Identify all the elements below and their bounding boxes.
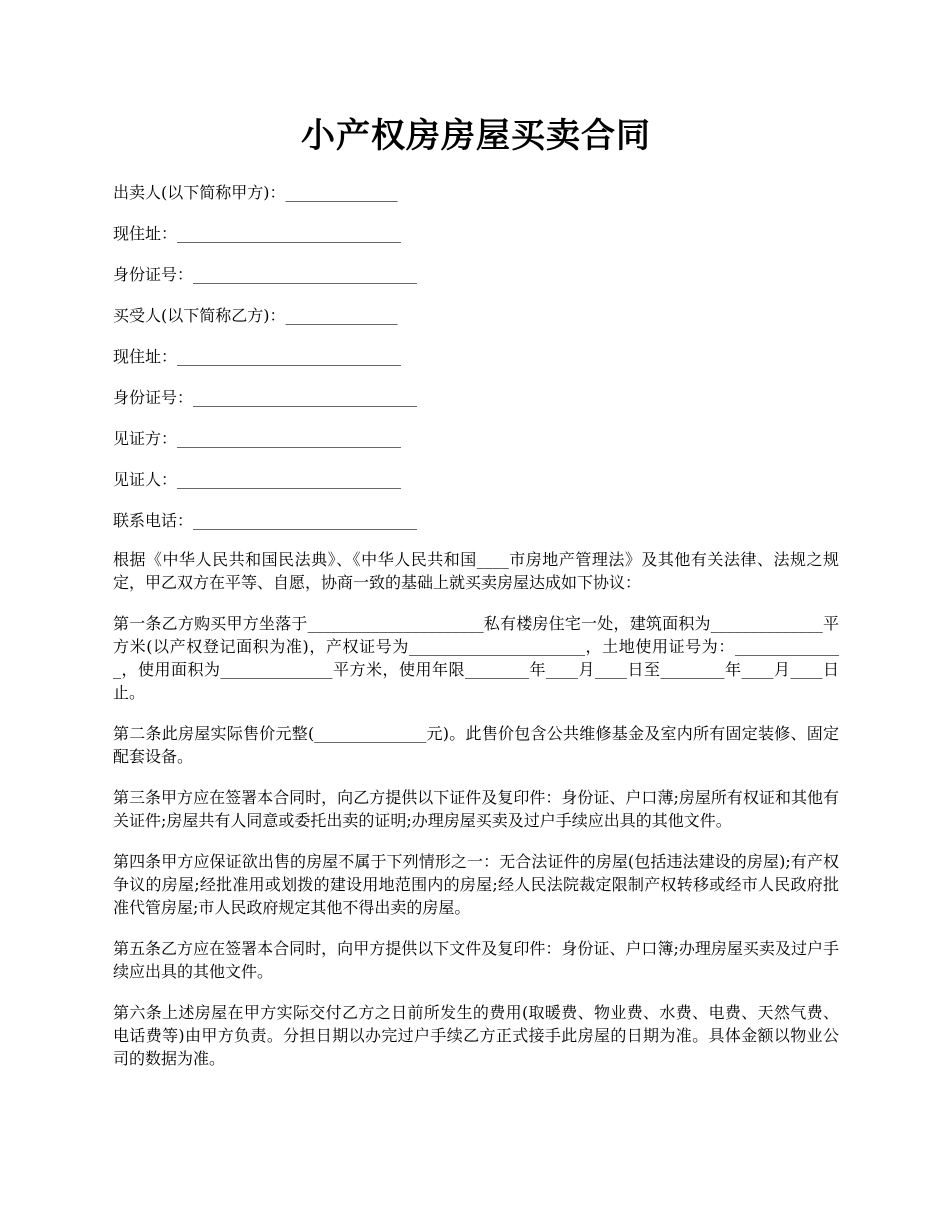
clause-3: 第三条甲方应在签署本合同时，向乙方提供以下证件及复印件：身份证、户口薄;房屋所有权证和其他有关证件;房屋共有人同意或委托出卖的证明;办理房屋买卖及过户手续应出具的其他文件。 (113, 788, 839, 830)
clause-1: 第一条乙方购买甲方坐落于______________________私有楼房住宅一处，建筑面积为______________平方米(以产权登记面积为准)，产权证号为______________________，土地使用证号为：______________，使用面积为______________平方米，使用年限________年____月____日至________年____月____日止。 (113, 614, 839, 702)
field-label: 出卖人(以下简称甲方)： (113, 183, 286, 202)
field-label: 现住址： (113, 224, 178, 243)
field-blank: ____________________________ (193, 388, 418, 407)
document-title: 小产权房房屋买卖合同 (301, 116, 651, 156)
field-label: 身份证号： (113, 388, 194, 407)
preamble-paragraph: 根据《中华人民共和国民法典》、《中华人民共和国____市房地产管理法》及其他有关法律、法规之规定，甲乙双方在平等、自愿，协商一致的基础上就买卖房屋达成如下协议： (113, 550, 839, 592)
field-label: 买受人(以下简称乙方)： (113, 306, 286, 325)
seller-id-field (113, 262, 839, 288)
field-blank: ______________ (285, 183, 398, 202)
seller-address-field (113, 221, 839, 247)
field-label: 联系电话： (113, 511, 194, 530)
field-blank: ____________________________ (193, 511, 418, 530)
seller-field (113, 180, 839, 206)
field-label: 现住址： (113, 347, 178, 366)
clause-5: 第五条乙方应在签署本合同时，向甲方提供以下文件及复印件：身份证、户口簿;办理房屋买卖及过户手续应出具的其他文件。 (113, 939, 839, 981)
witness-party-field (113, 426, 839, 452)
field-label: 身份证号： (113, 265, 194, 284)
witness-person-field (113, 467, 839, 493)
field-blank: ______________ (285, 306, 398, 325)
party-info-fields (113, 180, 839, 549)
field-blank: ____________________________ (177, 470, 402, 489)
field-blank: ____________________________ (177, 347, 402, 366)
clause-4: 第四条甲方应保证欲出售的房屋不属于下列情形之一：无合法证件的房屋(包括违法建设的房屋);有产权争议的房屋;经批准用或划拨的建设用地范围内的房屋;经人民法院裁定限制产权转移或经市人民政府批准代管房屋;市人民政府规定其他不得出卖的房屋。 (113, 852, 839, 917)
field-label: 见证人： (113, 470, 178, 489)
buyer-field (113, 303, 839, 329)
field-blank: ____________________________ (193, 265, 418, 284)
clause-2: 第二条此房屋实际售价元整(______________元)。此售价包含公共维修基金及室内所有固定装修、固定配套设备。 (113, 724, 839, 766)
contract-clauses (113, 548, 839, 1088)
buyer-id-field (113, 385, 839, 411)
field-blank: ____________________________ (177, 224, 402, 243)
clause-6: 第六条上述房屋在甲方实际交付乙方之日前所发生的费用(取暖费、物业费、水费、电费、天然气费、电话费等)由甲方负责。分担日期以办完过户手续乙方正式接手此房屋的日期为准。具体金额以物业公司的数据为准。 (113, 1003, 839, 1068)
contact-phone-field (113, 508, 839, 534)
field-blank: ____________________________ (177, 429, 402, 448)
buyer-address-field (113, 344, 839, 370)
field-label: 见证方： (113, 429, 178, 448)
